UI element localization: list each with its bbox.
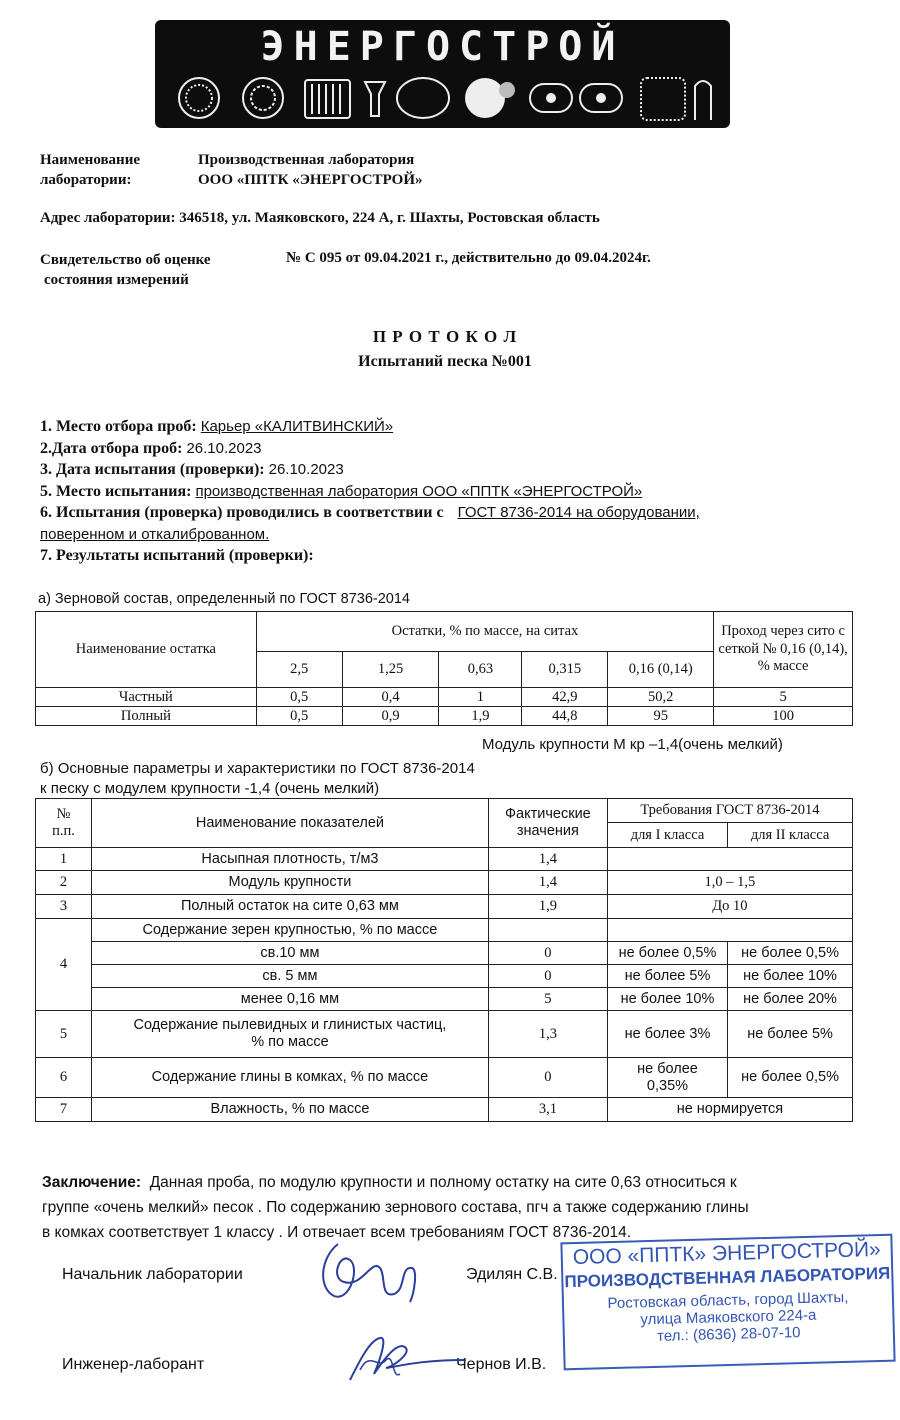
- sieve-cell: 0,315: [522, 652, 608, 688]
- item-6: 6. Испытания (проверка) проводились в соответствии с ГОСТ 8736-2014 на оборудовании,: [40, 504, 700, 521]
- engineer-role: Инженер-лаборант: [62, 1356, 205, 1373]
- sieve-cell: 0,63: [439, 652, 522, 688]
- item-5: 5. Место испытания: производственная лаборатория ООО «ППТК «ЭНЕРГОСТРОЙ»: [40, 482, 643, 500]
- cert-label: Свидетельство об оценке состояния измерений: [40, 252, 211, 288]
- sieve-cell: 1,25: [342, 652, 439, 688]
- grain-header-remains: Остатки, % по массе, на ситах: [256, 612, 713, 652]
- protocol-title: П Р О Т О К О Л: [372, 327, 518, 346]
- company-logo: [155, 20, 730, 128]
- table-row: Полный 0,5 0,9 1,9 44,8 95 100: [36, 707, 853, 726]
- logo-text: ЭНЕРГОСТРОЙ: [260, 24, 625, 70]
- table-row: св.10 мм 0 не более 0,5% не более 0,5%: [36, 942, 853, 965]
- item-6-continued: поверенном и откалиброванном.: [40, 525, 270, 543]
- table-row: 7 Влажность, % по массе 3,1 не нормируется: [36, 1098, 853, 1122]
- conclusion: Заключение: Данная проба, по модулю крупности и полному остатку на сите 0,63 относиться к группе «очень мелкий» песок . По содержанию зернового состава, пгч а также содержанию глины в комках соответствует 1 классу . И отвечает всем требованиям ГОСТ 8736-2014.: [42, 1174, 749, 1241]
- grain-caption: а) Зерновой состав, определенный по ГОСТ 8736-2014: [38, 591, 410, 607]
- lab-name-label: Наименование лаборатории:: [40, 152, 140, 188]
- grain-header-pass: Проход через сито с сеткой № 0,16 (0,14), % массе: [714, 612, 853, 688]
- table-row: св. 5 мм 0 не более 5% не более 10%: [36, 965, 853, 988]
- table-row: 2 Модуль крупности 1,4 1,0 – 1,5: [36, 871, 853, 895]
- lab-stamp: ООО «ППТК» ЭНЕРГОСТРОЙ» ПРОИЗВОДСТВЕННАЯ ЛАБОРАТОРИЯ Ростовская область, город Шахты, улица Маяковского 224-а тел.: (8636) 28-07-10: [560, 1234, 895, 1371]
- grain-table: [35, 611, 853, 726]
- engineer-signature: [330, 1330, 470, 1390]
- head-name: Эдилян С.В.: [466, 1266, 558, 1283]
- item-2: 2.Дата отбора проб: 26.10.2023: [40, 439, 262, 457]
- lab-name-value: Производственная лаборатория ООО «ППТК «ЭНЕРГОСТРОЙ»: [198, 152, 423, 188]
- lab-address: Адрес лаборатории: 346518, ул. Маяковского, 224 А, г. Шахты, Ростовская область: [40, 210, 600, 226]
- table-row: менее 0,16 мм 5 не более 10% не более 20%: [36, 988, 853, 1011]
- modulus-note: Модуль крупности М кр –1,4(очень мелкий): [482, 736, 783, 753]
- protocol-subtitle: Испытаний песка №001: [358, 353, 532, 370]
- logo-icons: [155, 76, 730, 126]
- engineer-name: Чернов И.В.: [456, 1356, 547, 1373]
- grain-header-name: Наименование остатка: [36, 612, 257, 688]
- table-row: 5 Содержание пылевидных и глинистых частиц, % по массе 1,3 не более 3% не более 5%: [36, 1011, 853, 1058]
- head-role: Начальник лаборатории: [62, 1266, 243, 1283]
- item-7: 7. Результаты испытаний (проверки):: [40, 547, 314, 564]
- table-row: 1 Насыпная плотность, т/м3 1,4: [36, 848, 853, 871]
- table-row: Частный 0,5 0,4 1 42,9 50,2 5: [36, 688, 853, 707]
- protocol-items: [40, 416, 870, 567]
- table-row: 6 Содержание глины в комках, % по массе 0 не более 0,35% не более 0,5%: [36, 1058, 853, 1098]
- item-3: 3. Дата испытания (проверки): 26.10.2023: [40, 461, 344, 478]
- table-row: 4 Содержание зерен крупностью, % по массе: [36, 919, 853, 942]
- head-signature: [310, 1238, 430, 1308]
- sieve-cell: 0,16 (0,14): [608, 652, 714, 688]
- cert-value: № С 095 от 09.04.2021 г., действительно до 09.04.2024г.: [286, 250, 651, 266]
- params-caption: б) Основные параметры и характеристики по ГОСТ 8736-2014 к песку с модулем крупности -1,4 (очень мелкий): [40, 760, 475, 797]
- table-row: 3 Полный остаток на сите 0,63 мм 1,9 До 10: [36, 895, 853, 919]
- sieve-cell: 2,5: [256, 652, 342, 688]
- params-table: № п.п. Наименование показателей Фактические значения Требования ГОСТ 8736-2014 для I класса для II класса 1 Насыпная плотность, т/м3 1,4 2 Модуль крупности 1,4 1,0 – 1,5 3 Полный остаток на сите 0,63 мм 1,9 До 10 4 Содержание зерен крупностью, % по массе св.10 мм 0 не более 0,5% не более 0,5% св. 5 мм 0 не более 5% не более 10% менее 0,16 мм 5 не более 10% не более 20% 5 Содержание пылевидных и глинистых частиц, % по массе 1,3 не более 3% не более 5% 6 Содержание глины в комках, % по массе 0 не более 0,35% не более 0,5% 7 Влажность, % по массе 3,1 не нормируется: [35, 798, 853, 1122]
- item-1: 1. Место отбора проб: Карьер «КАЛИТВИНСКИЙ»: [40, 418, 394, 435]
